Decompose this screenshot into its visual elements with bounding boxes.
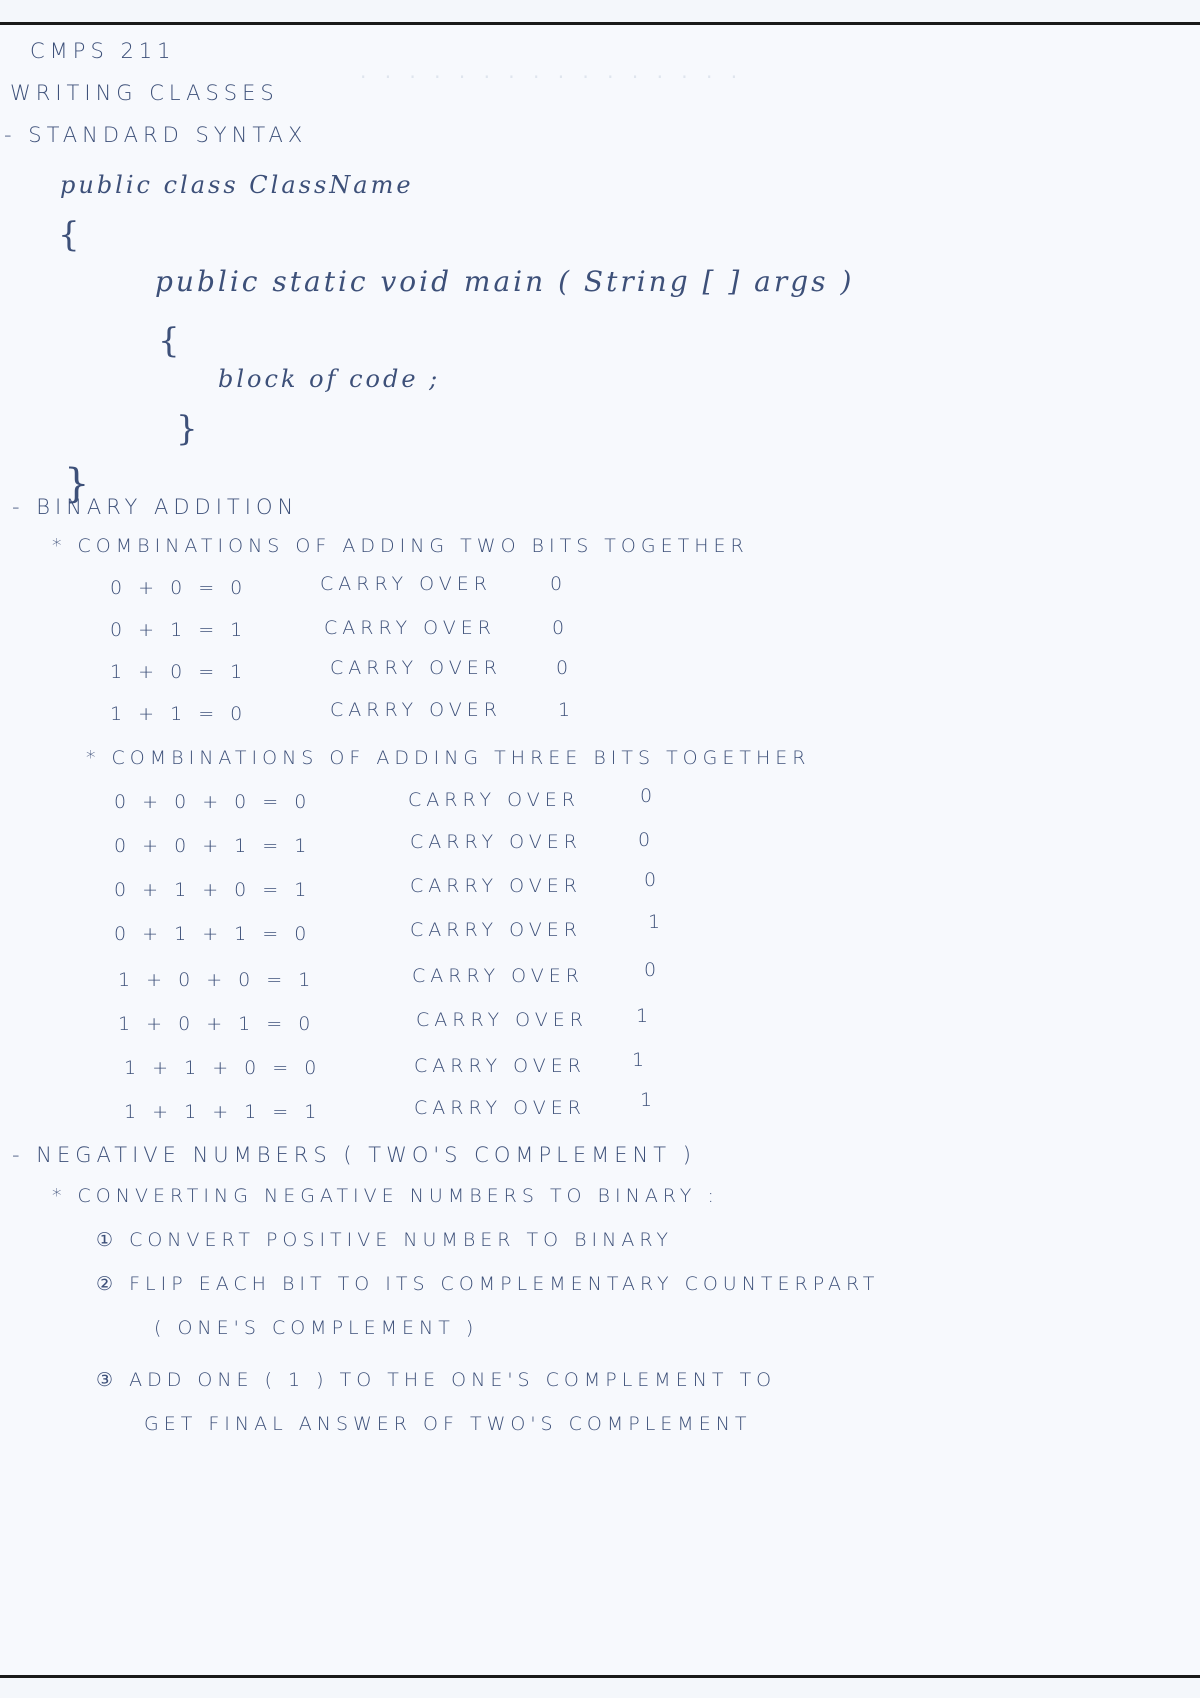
carry-value: 1 (636, 1005, 654, 1027)
open-brace-class: { (58, 215, 85, 255)
carry-over-label: CARRY OVER (324, 617, 496, 639)
carry-over-label: CARRY OVER (408, 789, 580, 811)
three-bit-equation: 0 + 1 + 0 = 1 (114, 879, 312, 901)
main-method-declaration: public static void main ( String [ ] args ) (155, 265, 855, 298)
carry-value: 1 (558, 699, 576, 721)
three-bit-equation: 1 + 0 + 0 = 1 (118, 969, 316, 991)
carry-value: 1 (648, 911, 666, 933)
three-bit-equation: 1 + 0 + 1 = 0 (118, 1013, 316, 1035)
carry-over-label: CARRY OVER (410, 919, 582, 941)
three-bit-equation: 1 + 1 + 0 = 0 (124, 1057, 322, 1079)
syntax-heading: - STANDARD SYNTAX (4, 123, 308, 147)
two-bit-equation: 1 + 1 = 0 (110, 703, 248, 725)
carry-over-label: CARRY OVER (416, 1009, 588, 1031)
carry-value: 1 (640, 1089, 658, 1111)
two-bit-equation: 1 + 0 = 1 (110, 661, 248, 683)
step-1: ① CONVERT POSITIVE NUMBER TO BINARY (96, 1229, 673, 1251)
step-3: ③ ADD ONE ( 1 ) TO THE ONE'S COMPLEMENT TO (96, 1369, 777, 1391)
carry-over-label: CARRY OVER (410, 875, 582, 897)
three-bit-equation: 0 + 1 + 1 = 0 (114, 923, 312, 945)
three-bit-equation: 1 + 1 + 1 = 1 (124, 1101, 322, 1123)
step-2-note: ( ONE'S COMPLEMENT ) (154, 1317, 479, 1339)
page-title: WRITING CLASSES (10, 81, 279, 105)
negative-numbers-heading: - NEGATIVE NUMBERS ( TWO'S COMPLEMENT ) (12, 1143, 696, 1167)
carry-over-label: CARRY OVER (410, 831, 582, 853)
two-bit-equation: 0 + 1 = 1 (110, 619, 248, 641)
carry-value: 0 (638, 829, 656, 851)
binary-addition-heading: - BINARY ADDITION (12, 495, 299, 519)
carry-over-label: CARRY OVER (412, 965, 584, 987)
carry-over-label: CARRY OVER (330, 699, 502, 721)
class-declaration: public class ClassName (60, 171, 414, 199)
carry-over-label: CARRY OVER (414, 1097, 586, 1119)
carry-value: 0 (552, 617, 570, 639)
step-3-continued: GET FINAL ANSWER OF TWO'S COMPLEMENT (144, 1413, 752, 1435)
close-brace-main: } (176, 409, 203, 449)
carry-value: 0 (556, 657, 574, 679)
carry-value: 0 (644, 959, 662, 981)
three-bit-equation: 0 + 0 + 1 = 1 (114, 835, 312, 857)
carry-value: 0 (640, 785, 658, 807)
close-brace-class: } (64, 461, 95, 507)
converting-subheading: * CONVERTING NEGATIVE NUMBERS TO BINARY : (52, 1185, 719, 1207)
open-brace-main: { (158, 321, 185, 361)
carry-over-label: CARRY OVER (330, 657, 502, 679)
bleed-through-text: · · · · · · · · · · · · · · · · (360, 65, 744, 89)
notebook-page (0, 22, 1200, 1678)
carry-value: 0 (644, 869, 662, 891)
carry-value: 1 (632, 1049, 650, 1071)
two-bit-equation: 0 + 0 = 0 (110, 577, 248, 599)
carry-value: 0 (550, 573, 568, 595)
code-block: block of code ; (218, 365, 441, 393)
two-bits-title: * COMBINATIONS OF ADDING TWO BITS TOGETHER (52, 535, 749, 557)
carry-over-label: CARRY OVER (414, 1055, 586, 1077)
course-code: CMPS 211 (30, 39, 176, 63)
step-2: ② FLIP EACH BIT TO ITS COMPLEMENTARY COUNTERPART (96, 1273, 880, 1295)
carry-over-label: CARRY OVER (320, 573, 492, 595)
three-bits-title: * COMBINATIONS OF ADDING THREE BITS TOGETHER (86, 747, 811, 769)
three-bit-equation: 0 + 0 + 0 = 0 (114, 791, 312, 813)
